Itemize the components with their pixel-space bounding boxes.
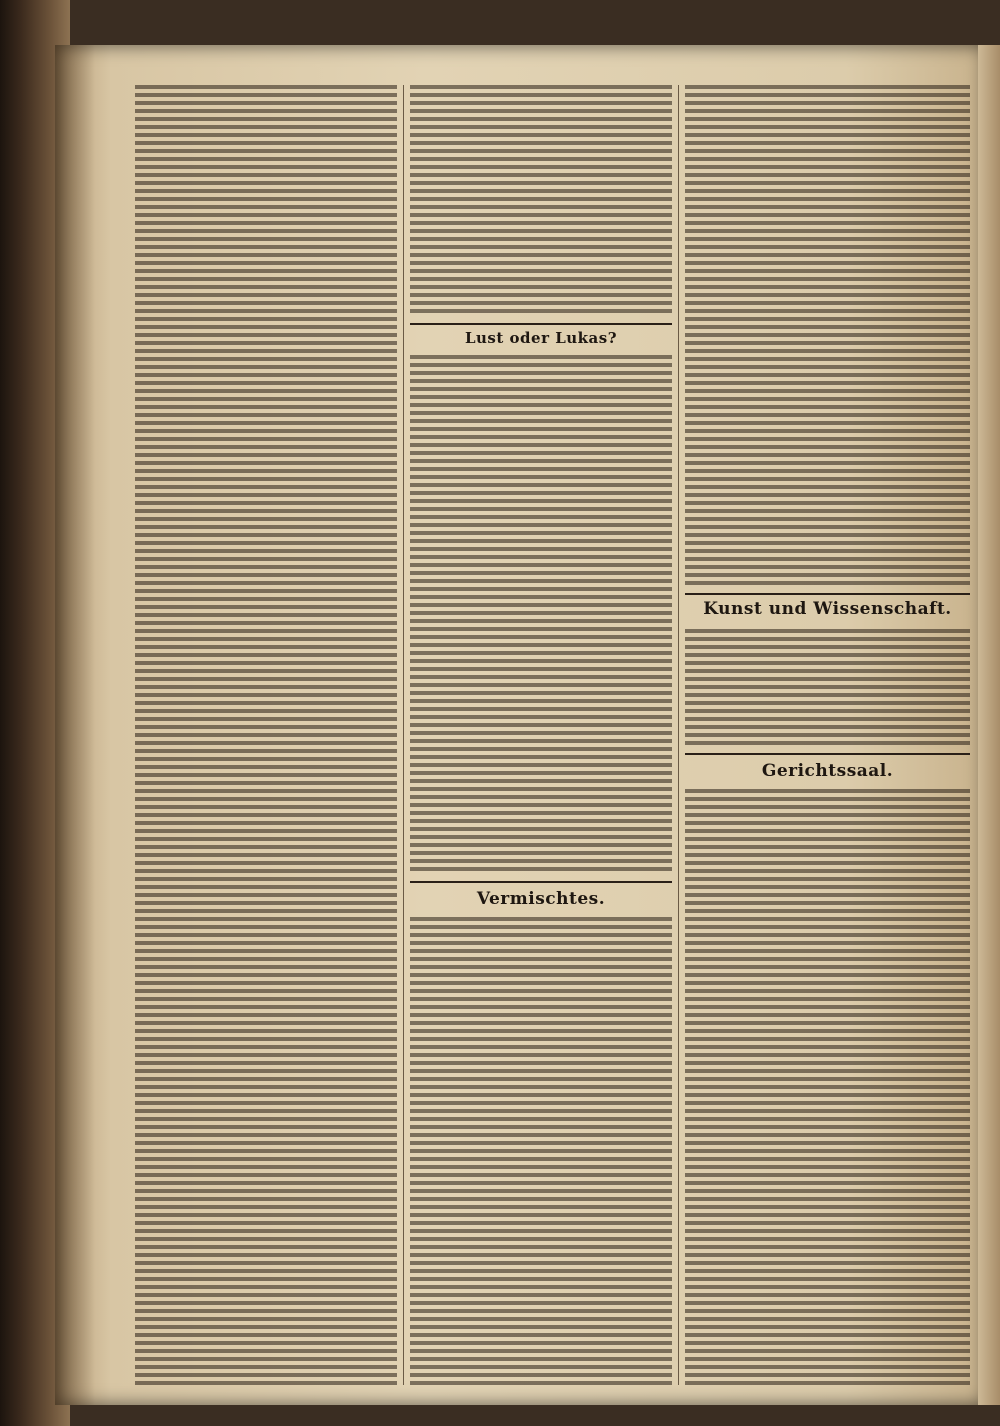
adjacent-page-edge xyxy=(978,45,1000,1405)
section-divider xyxy=(685,593,970,595)
section-heading-lust-oder-lukas: Lust oder Lukas? xyxy=(464,329,617,347)
column-2-text-block-3 xyxy=(410,917,672,1385)
section-heading-gerichtssaal: Gerichtssaal. xyxy=(761,761,894,781)
section-divider xyxy=(410,881,672,883)
column-rule-1 xyxy=(403,85,404,1385)
section-divider xyxy=(685,753,970,755)
column-rule-2 xyxy=(678,85,679,1385)
newspaper-page xyxy=(55,45,985,1405)
section-divider xyxy=(410,323,672,325)
column-3-text-block-1 xyxy=(685,85,970,587)
column-3-text-block-2 xyxy=(685,629,970,747)
column-3-text-block-3 xyxy=(685,789,970,1385)
column-2-text-block-1 xyxy=(410,85,672,317)
section-heading-vermischtes: Vermischtes. xyxy=(476,889,606,909)
section-heading-kunst-und-wissenschaft: Kunst und Wissenschaft. xyxy=(703,599,952,619)
page-gutter-shadow xyxy=(55,45,95,1405)
column-1-text-lines xyxy=(135,85,397,1385)
column-2-text-block-2 xyxy=(410,355,672,875)
